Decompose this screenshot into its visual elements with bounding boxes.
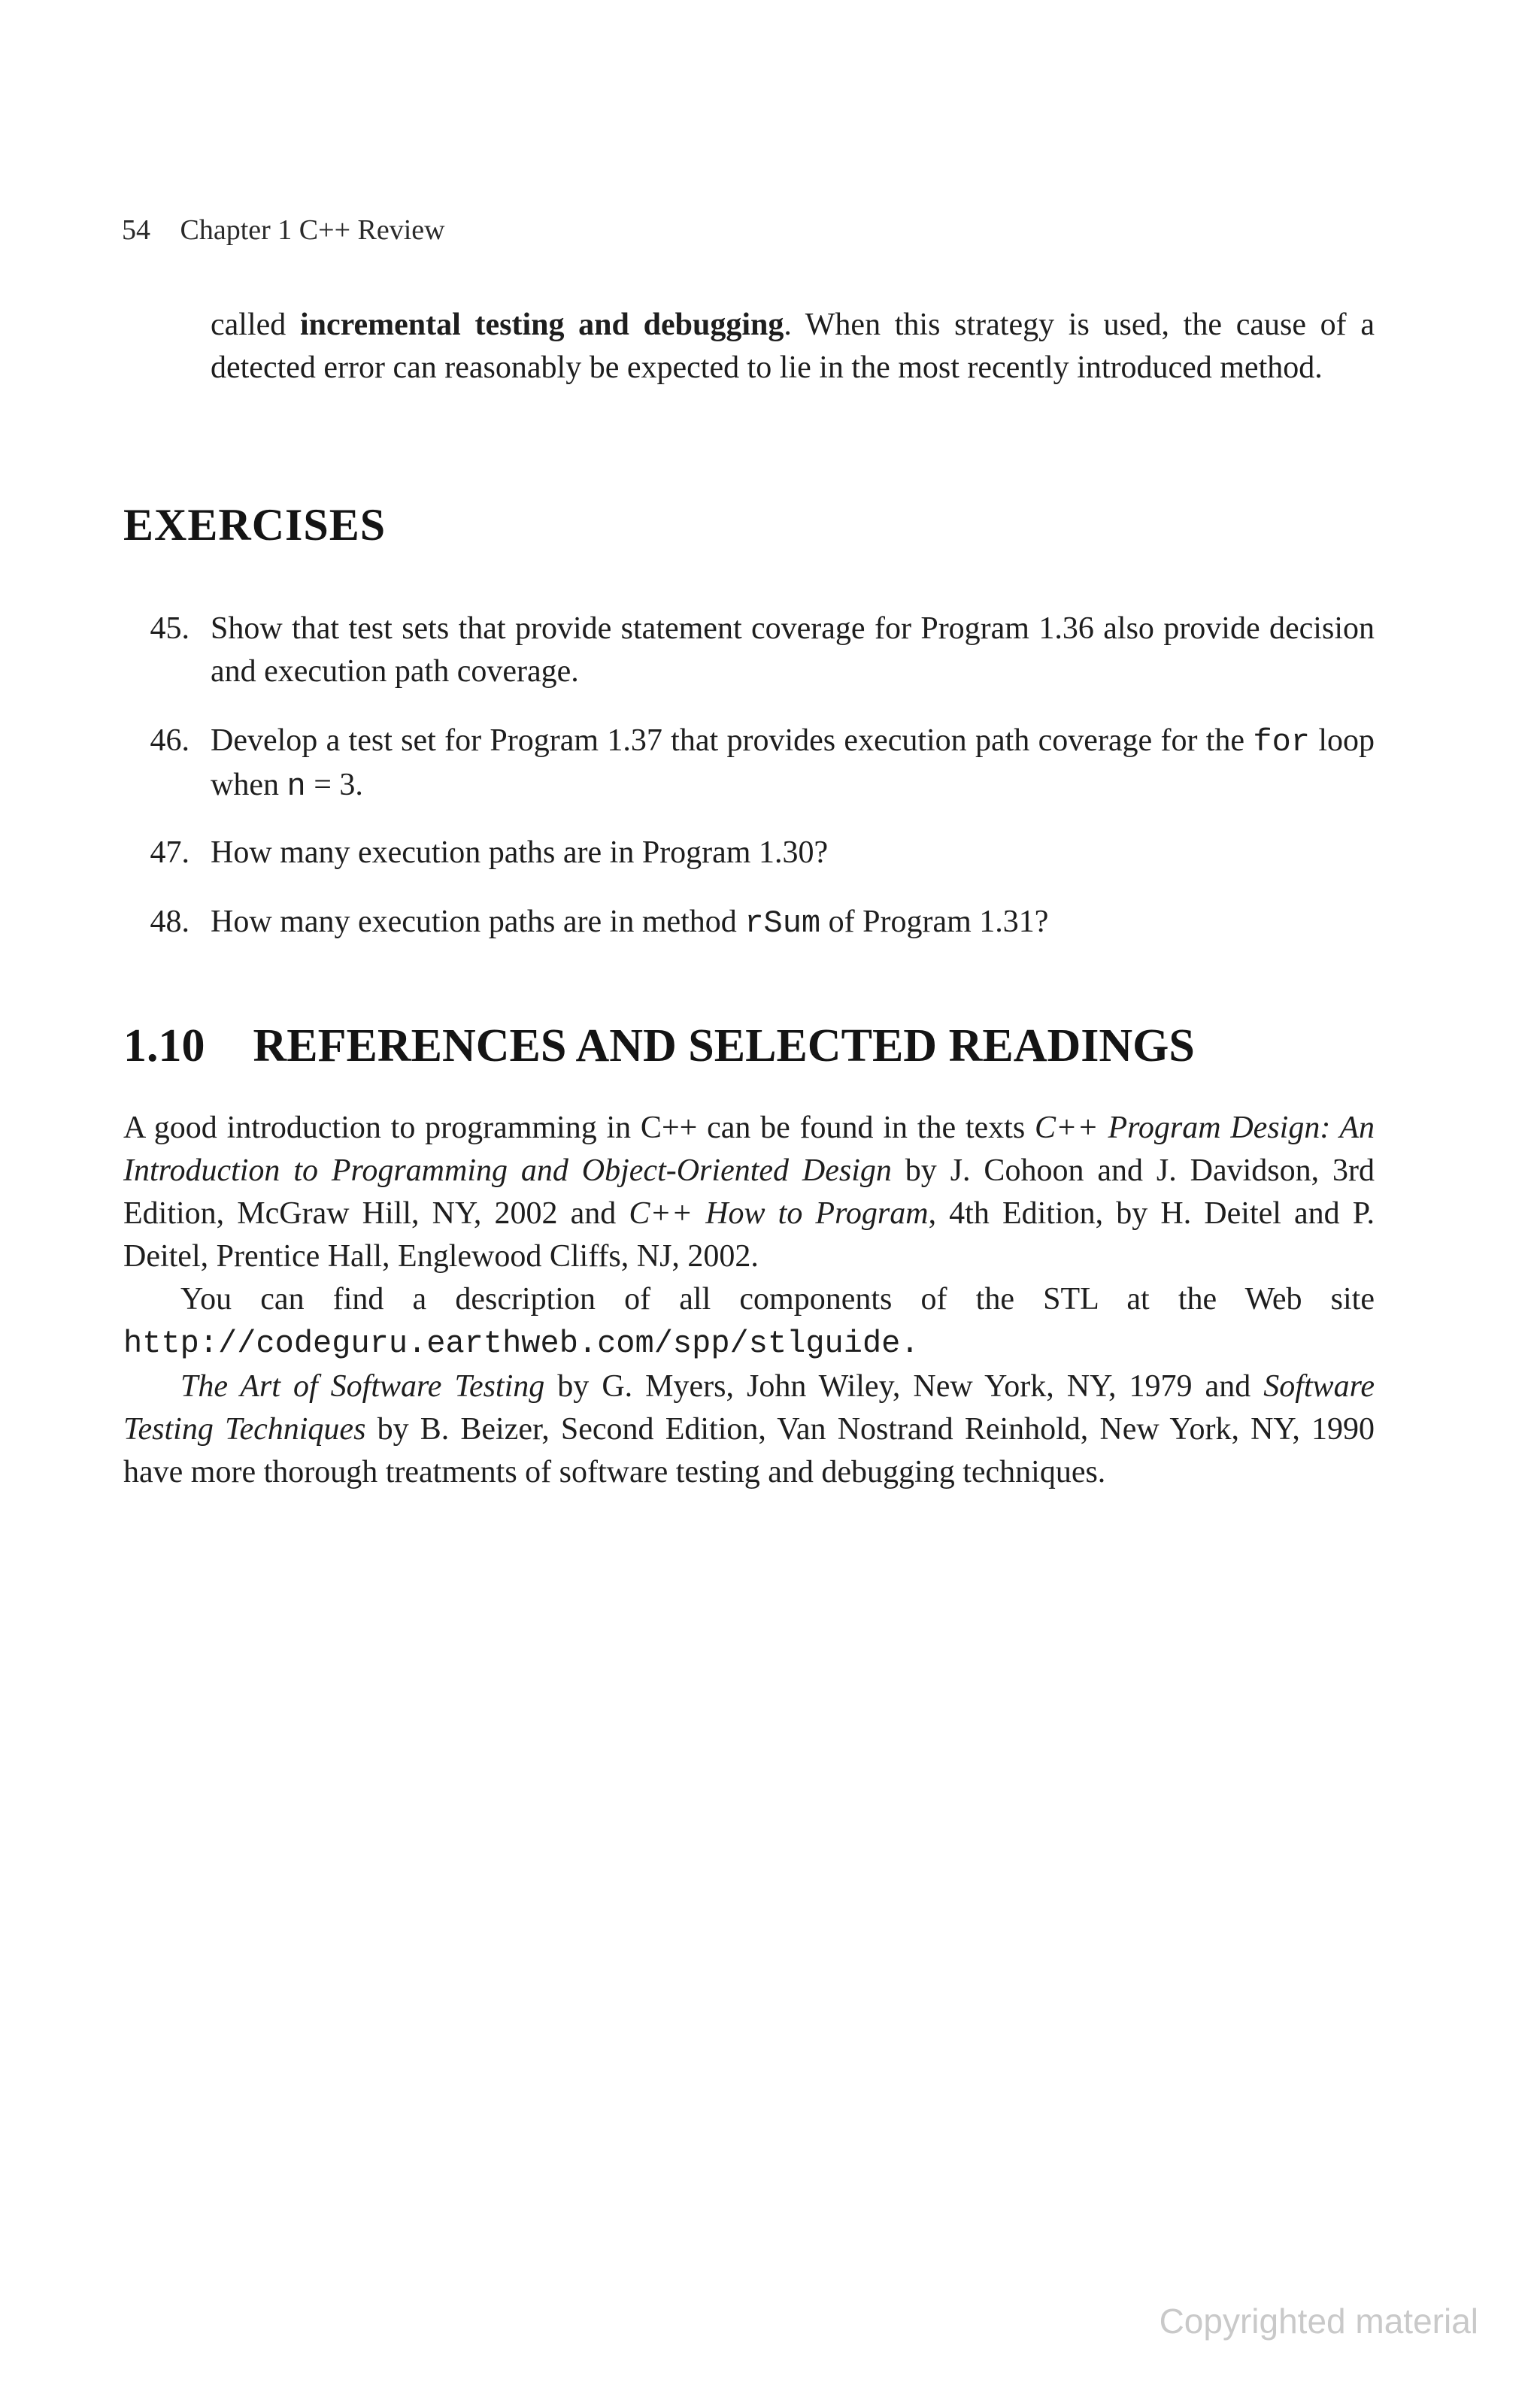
- text-run: by B. Beizer, Second Edition, Van Nostrand Reinhold, New York, NY, 1990 have more thorough treatments of software testing and debugging techniques.: [123, 1412, 1375, 1489]
- intro-paragraph: [211, 304, 1375, 389]
- stl-guide-url: http://codeguru.earthweb.com/spp/stlguide.: [123, 1326, 920, 1362]
- intro-prefix: called: [211, 308, 300, 342]
- reference-paragraph: [123, 1278, 1375, 1365]
- text-run: , 4th Edition, by H. Deitel and P. Deitel, Prentice Hall, Englewood Cliffs, NJ, 2002.: [123, 1196, 1375, 1274]
- running-head: [122, 214, 445, 247]
- exercise-text-part: How many execution paths are in method: [211, 905, 745, 939]
- book-title: The Art of Software Testing: [180, 1369, 545, 1404]
- section-number: 1.10: [123, 1020, 205, 1071]
- exercise-number: 45.: [150, 611, 189, 646]
- copyright-watermark: Copyrighted material: [1159, 2302, 1478, 2341]
- text-run: by G. Myers, John Wiley, New York, NY, 1979 and: [544, 1369, 1264, 1404]
- exercise-text-part: = 3.: [305, 768, 363, 802]
- exercise-text-part: loop when: [211, 723, 1375, 802]
- exercise-text: How many execution paths are in Program 1.30?: [211, 835, 829, 870]
- reference-paragraph: [123, 1365, 1375, 1494]
- exercise-number: 48.: [150, 905, 189, 939]
- exercise-number: 46.: [150, 723, 189, 758]
- book-title: C++ Program Design: An Introduction to Programming and Object-Oriented Design: [123, 1111, 1375, 1188]
- exercises-heading: EXERCISES: [123, 500, 387, 550]
- text-run: A good introduction to programming in C++ can be found in the texts: [123, 1111, 1035, 1145]
- section-title: REFERENCES AND SELECTED READINGS: [253, 1020, 1195, 1071]
- code-method: rSum: [744, 905, 821, 941]
- book-title: C++ How to Program: [629, 1196, 929, 1231]
- chapter-title: Chapter 1 C++ Review: [180, 214, 445, 246]
- book-title: Software Testing Techniques: [123, 1369, 1375, 1447]
- code-variable: n: [286, 768, 306, 805]
- code-keyword: for: [1253, 724, 1311, 760]
- text-run: by J. Cohoon and J. Davidson, 3rd Edition, McGraw Hill, NY, 2002 and: [123, 1153, 1375, 1231]
- exercise-text: Show that test sets that provide statement coverage for Program 1.36 also provide decision and execution path coverage.: [211, 611, 1375, 689]
- exercise-text: [211, 720, 1375, 808]
- references-body: [123, 1107, 1375, 1494]
- section-heading: [123, 1020, 1195, 1073]
- page-number: 54: [122, 214, 150, 246]
- exercise-text-part: of Program 1.31?: [820, 905, 1049, 939]
- exercise-text: [211, 901, 1375, 945]
- exercise-number: 47.: [150, 835, 189, 870]
- intro-term: incremental testing and debugging: [299, 308, 784, 342]
- reference-paragraph: [123, 1107, 1375, 1278]
- text-run: You can find a description of all components of the STL at the Web site: [180, 1282, 1375, 1317]
- exercise-text-part: Develop a test set for Program 1.37 that provides execution path coverage for the: [211, 723, 1254, 758]
- intro-rest: . When this strategy is used, the cause of a detected error can reasonably be expected to lie in the most recently introduced method.: [211, 308, 1375, 385]
